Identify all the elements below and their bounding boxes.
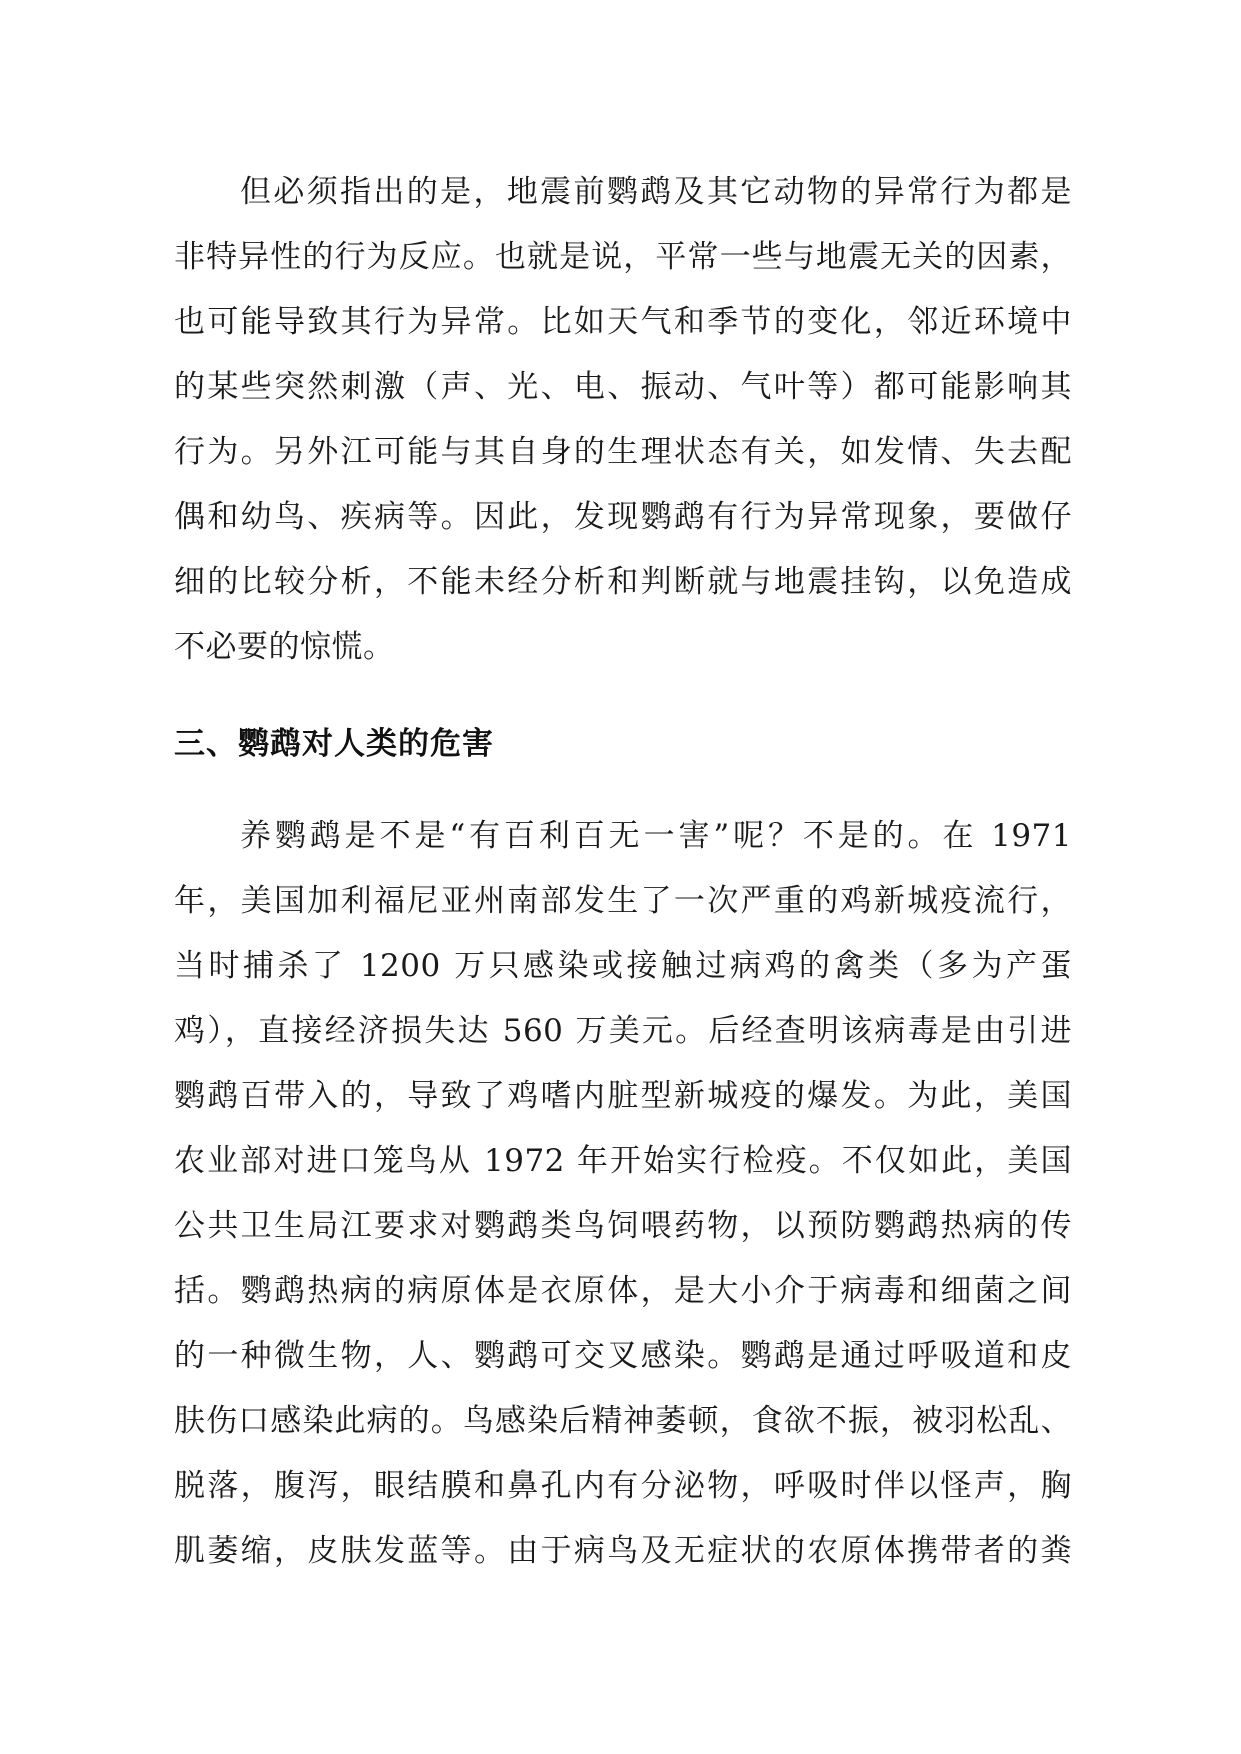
paragraph-line: 非特异性的行为反应。也就是说，平常一些与地震无关的因素， bbox=[174, 239, 1072, 275]
paragraph-earthquake-behavior bbox=[174, 160, 1072, 680]
paragraph-line: 养鹦鹉是不是“有百利百无一害”呢？不是的。在 1971 bbox=[240, 818, 1072, 854]
paragraph-line: 偶和幼鸟、疾病等。因此，发现鹦鹉有行为异常现象，要做仔 bbox=[174, 499, 1072, 535]
paragraph-line: 细的比较分析，不能未经分析和判断就与地震挂钩，以免造成 bbox=[174, 564, 1072, 600]
paragraph-line: 的某些突然刺激（声、光、电、振动、气叶等）都可能影响其 bbox=[174, 369, 1072, 405]
paragraph-line: 行为。另外江可能与其自身的生理状态有关，如发情、失去配 bbox=[174, 434, 1072, 470]
paragraph-line: 当时捕杀了 1200 万只感染或接触过病鸡的禽类（多为产蛋 bbox=[174, 948, 1072, 984]
paragraph-line: 肌萎缩，皮肤发蓝等。由于病鸟及无症状的农原体携带者的粪 bbox=[174, 1533, 1072, 1569]
paragraph-line: 的一种微生物，人、鹦鹉可交叉感染。鹦鹉是通过呼吸道和皮 bbox=[174, 1338, 1072, 1374]
paragraph-parrot-harm bbox=[174, 804, 1072, 1584]
paragraph-line: 农业部对进口笼鸟从 1972 年开始实行检疫。不仅如此，美国 bbox=[174, 1143, 1072, 1179]
paragraph-line: 肤伤口感染此病的。鸟感染后精神萎顿，食欲不振，被羽松乱、 bbox=[174, 1403, 1072, 1439]
paragraph-line: 但必须指出的是，地震前鹦鹉及其它动物的异常行为都是 bbox=[240, 174, 1072, 210]
paragraph-line: 脱落，腹泻，眼结膜和鼻孔内有分泌物，呼吸时伴以怪声，胸 bbox=[174, 1468, 1072, 1504]
paragraph-line: 公共卫生局江要求对鹦鹉类鸟饲喂药物，以预防鹦鹉热病的传 bbox=[174, 1208, 1072, 1244]
paragraph-line: 鸡），直接经济损失达 560 万美元。后经查明该病毒是由引进 bbox=[174, 1013, 1072, 1049]
section-heading: 三、鹦鹉对人类的危害 bbox=[174, 726, 494, 762]
paragraph-line: 也可能导致其行为异常。比如天气和季节的变化，邻近环境中 bbox=[174, 304, 1072, 340]
paragraph-line: 括。鹦鹉热病的病原体是衣原体，是大小介于病毒和细菌之间 bbox=[174, 1273, 1072, 1309]
paragraph-line: 鹦鹉百带入的，导致了鸡嗜内脏型新城疫的爆发。为此，美国 bbox=[174, 1078, 1072, 1114]
paragraph-line: 年，美国加利福尼亚州南部发生了一次严重的鸡新城疫流行， bbox=[174, 883, 1072, 919]
paragraph-line: 不必要的惊慌。 bbox=[174, 629, 395, 665]
